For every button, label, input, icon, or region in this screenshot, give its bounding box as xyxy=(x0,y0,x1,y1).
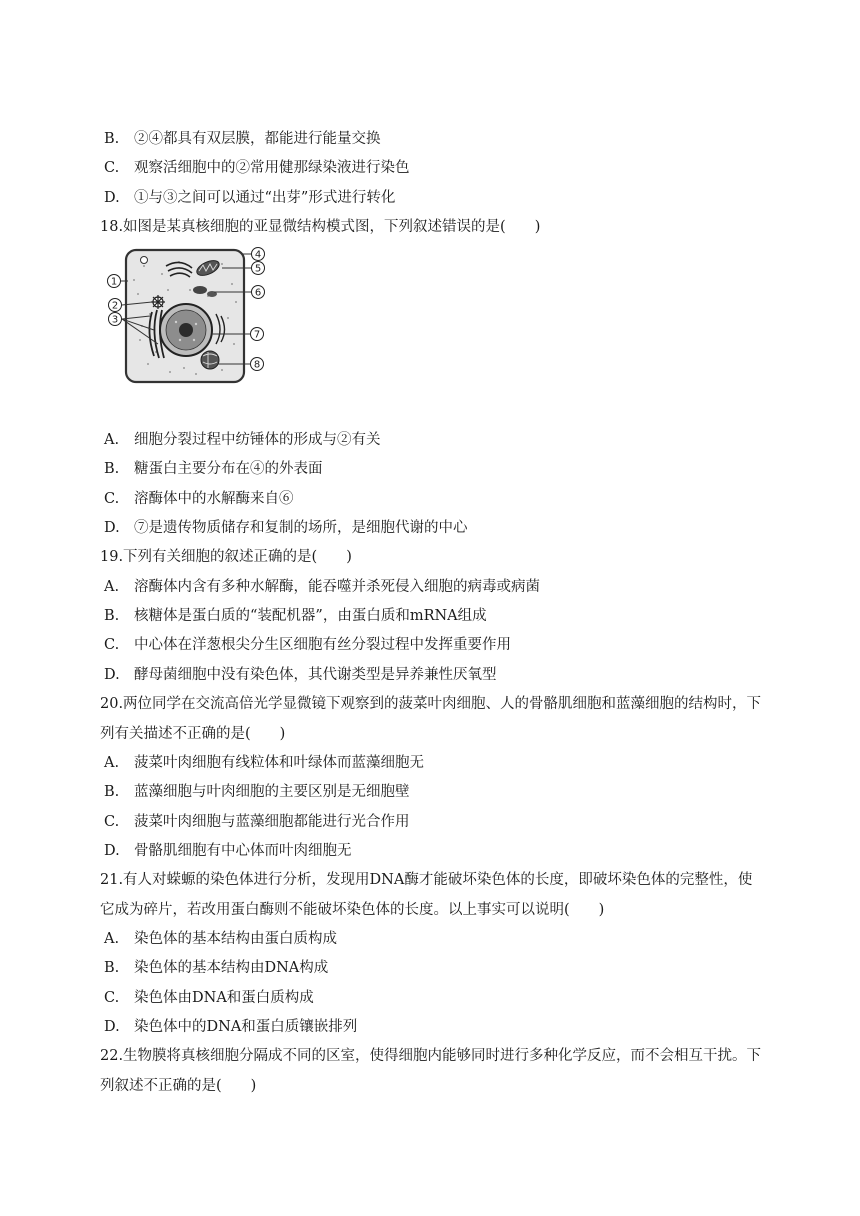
q18-option-a xyxy=(104,429,764,451)
cell-structure-figure xyxy=(104,244,268,386)
q19-stem: 19.下列有关细胞的叙述正确的是( ) xyxy=(100,549,352,565)
option-text: 染色体的基本结构由DNA构成 xyxy=(134,960,329,976)
q18-option-c xyxy=(104,488,764,510)
option-text: 染色体由DNA和蛋白质构成 xyxy=(134,990,314,1006)
q18-stem: 18.如图是某真核细胞的亚显微结构模式图，下列叙述错误的是( ) xyxy=(100,219,541,235)
q20-stem: 20.两位同学在交流高倍光学显微镜下观察到的菠菜叶肉细胞、人的骨骼肌细胞和蓝藻细胞的结构时，下列有关描述不正确的是( ) xyxy=(100,696,762,742)
svg-text:7: 7 xyxy=(253,329,261,341)
option-text: 观察活细胞中的②常用健那绿染液进行染色 xyxy=(134,160,410,176)
option-label: D. xyxy=(104,520,120,536)
option-label: A. xyxy=(104,931,120,947)
figure-label-8 xyxy=(251,358,264,371)
option-text: 溶酶体中的水解酶来自⑥ xyxy=(134,491,294,507)
svg-text:8: 8 xyxy=(253,359,261,371)
option-label: C. xyxy=(104,814,120,830)
q21-option-a xyxy=(104,928,764,950)
option-label: C. xyxy=(104,990,120,1006)
q19-option-a xyxy=(104,576,764,598)
figure-label-2 xyxy=(109,299,122,312)
option-label: C. xyxy=(104,160,120,176)
option-label: A. xyxy=(104,432,120,448)
figure-label-6 xyxy=(252,286,265,299)
q17-option-d xyxy=(104,187,764,209)
q21-option-b xyxy=(104,957,764,979)
svg-text:1: 1 xyxy=(110,276,118,288)
q21-option-d xyxy=(104,1016,764,1038)
q22-stem: 22.生物膜将真核细胞分隔成不同的区室，使得细胞内能够同时进行多种化学反应，而不会相互干扰。下列叙述不正确的是( ) xyxy=(100,1048,762,1094)
option-text: 溶酶体内含有多种水解酶，能吞噬并杀死侵入细胞的病毒或病菌 xyxy=(134,579,540,595)
option-text: 菠菜叶肉细胞有线粒体和叶绿体而蓝藻细胞无 xyxy=(134,755,424,771)
q20-option-c xyxy=(104,811,764,833)
option-text: ⑦是遗传物质储存和复制的场所，是细胞代谢的中心 xyxy=(134,520,468,536)
option-label: B. xyxy=(104,960,120,976)
option-label: A. xyxy=(104,755,120,771)
q21-stem: 21.有人对蝾螈的染色体进行分析，发现用DNA酶才能破坏染色体的长度，即破坏染色体的完整性，使它成为碎片，若改用蛋白酶则不能破坏染色体的长度。以上事实可以说明( ) xyxy=(100,872,753,918)
q20-option-d xyxy=(104,840,764,862)
svg-text:2: 2 xyxy=(111,300,119,312)
q19-option-c xyxy=(104,634,764,656)
option-text: ①与③之间可以通过“出芽”形式进行转化 xyxy=(134,190,396,206)
q18-option-d xyxy=(104,517,764,539)
option-label: A. xyxy=(104,579,120,595)
option-label: D. xyxy=(104,1019,120,1035)
option-label: D. xyxy=(104,667,120,683)
figure-label-7 xyxy=(251,328,264,341)
option-text: 糖蛋白主要分布在④的外表面 xyxy=(134,461,323,477)
svg-text:5: 5 xyxy=(254,263,262,275)
svg-text:4: 4 xyxy=(254,249,262,261)
option-text: 细胞分裂过程中纺锤体的形成与②有关 xyxy=(134,432,381,448)
option-text: 核糖体是蛋白质的“装配机器”，由蛋白质和mRNA组成 xyxy=(134,608,487,624)
q19-option-b xyxy=(104,605,764,627)
option-text: 菠菜叶肉细胞与蓝藻细胞都能进行光合作用 xyxy=(134,814,410,830)
q17-option-b xyxy=(104,128,764,150)
figure-label-4 xyxy=(252,248,265,261)
svg-text:6: 6 xyxy=(254,287,262,299)
option-label: D. xyxy=(104,843,120,859)
option-text: 染色体中的DNA和蛋白质镶嵌排列 xyxy=(134,1019,358,1035)
option-text: 酵母菌细胞中没有染色体，其代谢类型是异养兼性厌氧型 xyxy=(134,667,497,683)
option-text: 蓝藻细胞与叶肉细胞的主要区别是无细胞壁 xyxy=(134,784,410,800)
figure-label-5 xyxy=(252,262,265,275)
option-text: ②④都具有双层膜，都能进行能量交换 xyxy=(134,131,381,147)
option-label: B. xyxy=(104,608,120,624)
option-text: 染色体的基本结构由蛋白质构成 xyxy=(134,931,337,947)
option-label: B. xyxy=(104,131,120,147)
figure-label-1 xyxy=(108,275,121,288)
option-text: 中心体在洋葱根尖分生区细胞有丝分裂过程中发挥重要作用 xyxy=(134,637,511,653)
option-label: C. xyxy=(104,637,120,653)
q20-option-a xyxy=(104,752,764,774)
svg-text:3: 3 xyxy=(111,314,119,326)
option-label: B. xyxy=(104,784,120,800)
option-text: 骨骼肌细胞有中心体而叶肉细胞无 xyxy=(134,843,352,859)
q19-option-d xyxy=(104,664,764,686)
figure-label-3 xyxy=(109,313,122,326)
q17-option-c xyxy=(104,157,764,179)
option-label: D. xyxy=(104,190,120,206)
q20-option-b xyxy=(104,781,764,803)
q18-option-b xyxy=(104,458,764,480)
option-label: C. xyxy=(104,491,120,507)
q21-option-c xyxy=(104,987,764,1009)
option-label: B. xyxy=(104,461,120,477)
